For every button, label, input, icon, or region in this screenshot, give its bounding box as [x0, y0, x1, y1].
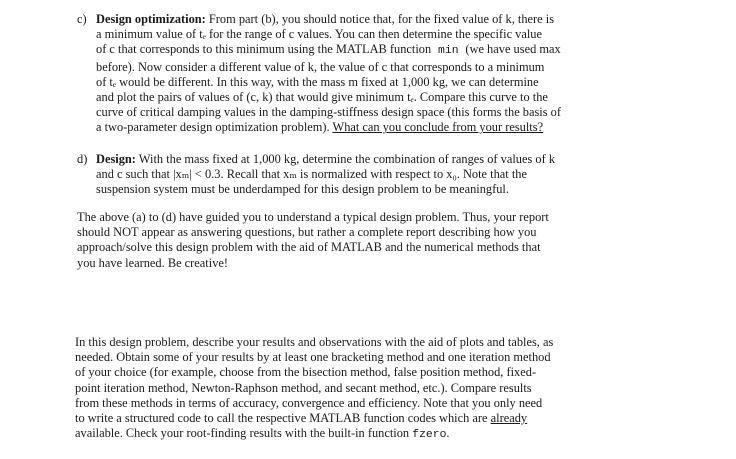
section-c-line-8: a two-parameter design optimization problem). What can you conclude from your results?: [96, 120, 544, 135]
guidance-line-1: The above (a) to (d) have guided you to understand a typical design problem. Thus, your report: [77, 210, 549, 224]
instructions-line-1: In this design problem, describe your results and observations with the aid of plots and tables, as: [75, 335, 554, 349]
section-c-line-3: of c that corresponds to this minimum using the MATLAB function min (we have used max: [96, 42, 561, 58]
section-d-heading: Design:: [96, 152, 136, 166]
section-c-line-4: before). Now consider a different value of k, the value of c that corresponds to a minimum: [96, 59, 545, 74]
instructions-line-5: from these methods in terms of accuracy, convergence and efficiency. Note that you only need: [75, 395, 543, 410]
guidance-line-3: approach/solve this design problem with the aid of MATLAB and the numerical methods that: [77, 240, 541, 255]
guidance-paragraph: [77, 210, 605, 271]
instructions-line-2: needed. Obtain some of your results by at least one bracketing method and one iteration method: [75, 350, 551, 365]
section-c-heading: Design optimization:: [96, 12, 206, 26]
section-d-line-1: Design: With the mass fixed at 1,000 kg, determine the combination of ranges of values of k: [96, 152, 556, 166]
instructions-paragraph: [75, 335, 603, 443]
guidance-line-4: you have learned. Be creative!: [77, 255, 229, 270]
instructions-line-4: point iteration method, Newton-Raphson method, and secant method, etc.). Compare results: [75, 380, 532, 395]
section-c-line-2: a minimum value of tₑ for the range of c values. You can then determine the specific value: [96, 27, 542, 42]
section-d-label: d): [77, 152, 88, 166]
section-c-line-7: curve of critical damping values in the damping-stiffness design space (this forms the basis of: [96, 105, 561, 120]
section-d: [77, 152, 610, 198]
section-c: [77, 12, 610, 136]
section-d-line-2: and c such that |xₘ| < 0.3. Recall that xₘ is normalized with respect to x₀. Note that the: [96, 167, 527, 182]
section-c-line-5: of tₑ would be different. In this way, with the mass m fixed at 1,000 kg, we can determine: [96, 74, 539, 89]
guidance-line-2: should NOT appear as answering questions, but rather a complete report describing how you: [77, 225, 537, 240]
instructions-line-7: available. Check your root-finding results with the built-in function fzero.: [75, 426, 450, 442]
section-d-line-3: suspension system must be underdamped for this design problem to be meaningful.: [96, 182, 509, 197]
section-c-label: c): [77, 12, 87, 26]
section-c-line-6: and plot the pairs of values of (c, k) that would give minimum tₑ. Compare this curve to the: [96, 90, 548, 105]
instructions-line-3: of your choice (for example, choose from the bisection method, false position method, fixed-: [75, 365, 537, 380]
section-c-line-1: Design optimization: From part (b), you should notice that, for the fixed value of k, there is: [96, 12, 555, 26]
instructions-line-6: to write a structured code to call the respective MATLAB function codes which are already: [75, 411, 528, 426]
